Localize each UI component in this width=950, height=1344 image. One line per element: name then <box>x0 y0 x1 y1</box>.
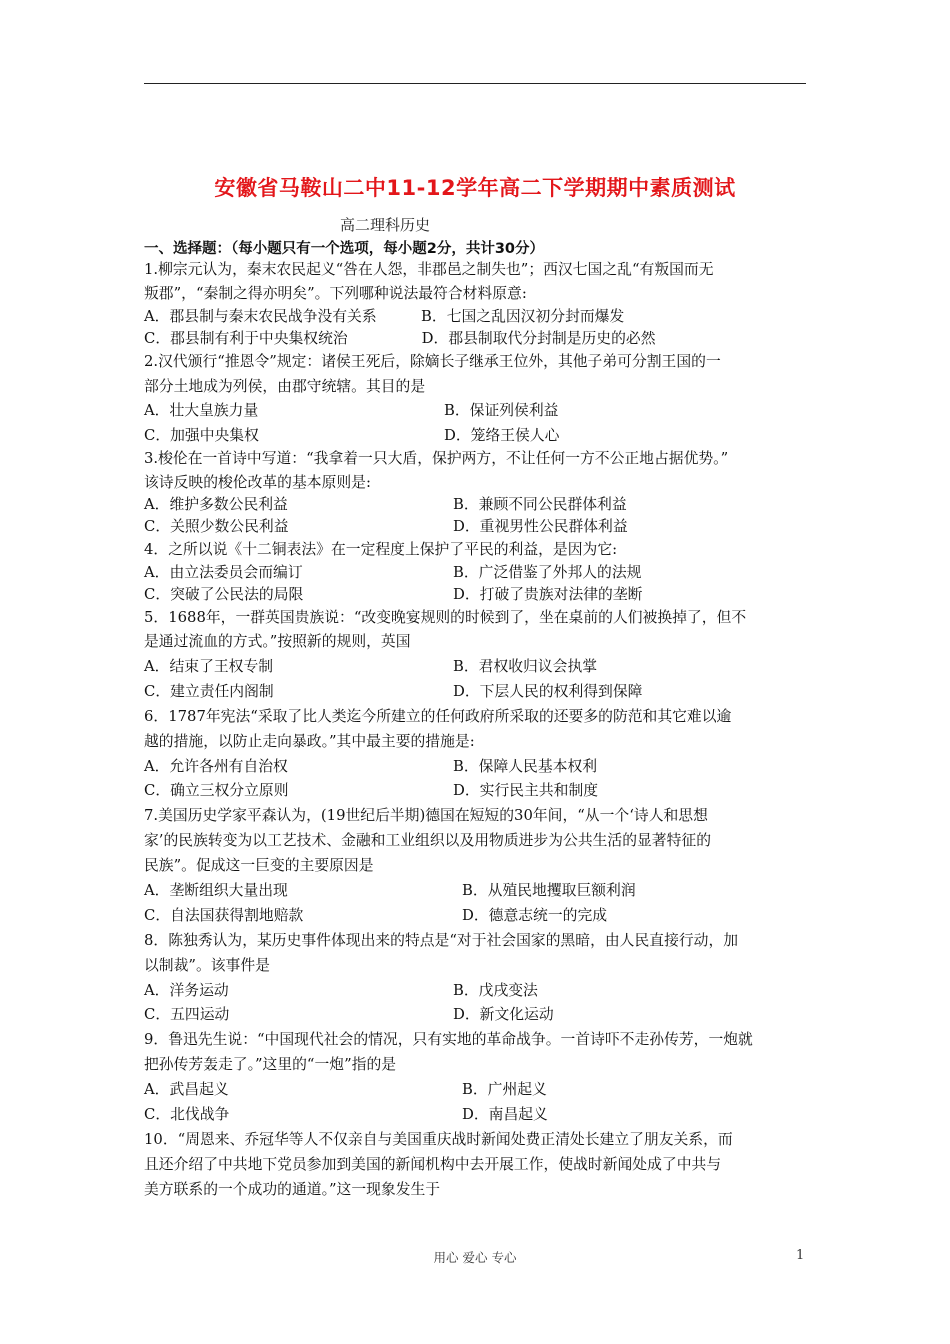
option-a: A．允许各州有自治权 <box>144 758 288 775</box>
option-a: A．垄断组织大量出现 <box>144 882 288 899</box>
option-c: C．五四运动 <box>144 1006 230 1023</box>
text-line: 1.柳宗元认为，秦末农民起义“咎在人怨，非郡邑之制失也”；西汉七国之乱“有叛国而无 <box>144 261 714 278</box>
option-d: D．新文化运动 <box>453 1006 554 1023</box>
header-rule <box>144 83 806 84</box>
text-line: 把孙传芳轰走了。”这里的“一炮”指的是 <box>144 1056 397 1073</box>
text-line: 5．1688年，一群英国贵族说：“改变晚宴规则的时候到了，坐在桌前的人们被换掉了，但不 <box>144 609 747 626</box>
option-d: D．下层人民的权利得到保障 <box>453 683 643 700</box>
text-line: 该诗反映的梭伦改革的基本原则是: <box>144 474 371 491</box>
option-d: D．实行民主共和制度 <box>453 782 599 799</box>
option-b: B．戊戌变法 <box>453 982 538 999</box>
option-c: C．突破了公民法的局限 <box>144 586 304 603</box>
text-line: 2.汉代颁行“推恩令”规定：诸侯王死后，除嫡长子继承王位外，其他子弟可分割王国的一 <box>144 353 721 370</box>
option-d: D．南昌起义 <box>462 1106 548 1123</box>
text-line: 叛郡”，“秦制之得亦明矣”。下列哪种说法最符合材料原意: <box>144 285 527 302</box>
text-line: 3.梭伦在一首诗中写道：“我拿着一只大盾，保护两方，不让任何一方不公正地占据优势。” <box>144 450 729 467</box>
option-c: C．建立责任内阁制 <box>144 683 274 700</box>
page-number: 1 <box>796 1248 805 1263</box>
option-d: D．德意志统一的完成 <box>462 907 608 924</box>
option-b: B．君权收归议会执掌 <box>453 658 598 675</box>
option-a: A．结束了王权专制 <box>144 658 274 675</box>
text-line: 以制裁”。该事件是 <box>144 957 270 974</box>
text-line: 部分土地成为列侯，由郡守统辖。其目的是 <box>144 378 426 395</box>
option-d: D．打破了贵族对法律的垄断 <box>453 586 643 603</box>
option-b: B．广泛借鉴了外邦人的法规 <box>453 564 642 581</box>
option-line: A．郡县制与秦末农民战争没有关系 B．七国之乱因汉初分封而爆发 <box>144 308 625 325</box>
option-b: B．保障人民基本权利 <box>453 758 598 775</box>
option-b: B．保证列侯利益 <box>444 402 559 419</box>
option-a: A．由立法委员会而编订 <box>144 564 303 581</box>
option-b: B．广州起义 <box>462 1081 547 1098</box>
option-c: C．关照少数公民利益 <box>144 518 289 535</box>
option-c: C．确立三权分立原则 <box>144 782 289 799</box>
option-b: B．兼顾不同公民群体利益 <box>453 496 627 513</box>
option-c: C．自法国获得割地赔款 <box>144 907 304 924</box>
text-line: 且还介绍了中共地下党员参加到美国的新闻机构中去开展工作，使战时新闻处成了中共与 <box>144 1156 722 1173</box>
text-line: 美方联系的一个成功的通道。”这一现象发生于 <box>144 1181 441 1198</box>
document-title: 安徽省马鞍山二中11-12学年高二下学期期中素质测试 <box>214 176 736 200</box>
option-line: C．郡县制有利于中央集权统治 D．郡县制取代分封制是历史的必然 <box>144 330 656 347</box>
section-heading: 一、选择题：（每小题只有一个选项，每小题2分，共计30分） <box>144 241 545 257</box>
text-line: 7.美国历史学家平森认为，(19世纪后半期)德国在短短的30年间，“从一个‘诗人和思想 <box>144 807 708 824</box>
text-line: 6．1787年宪法“采取了比人类迄今所建立的任何政府所采取的还要多的防范和其它难以逾 <box>144 708 732 725</box>
text-line: 是通过流血的方式。”按照新的规则，英国 <box>144 633 411 650</box>
option-a: A．武昌起义 <box>144 1081 229 1098</box>
option-c: C．加强中央集权 <box>144 427 259 444</box>
text-line: 民族”。促成这一巨变的主要原因是 <box>144 857 374 874</box>
option-a: A．洋务运动 <box>144 982 229 999</box>
text-line: 越的措施，以防止走向暴政。”其中最主要的措施是: <box>144 733 475 750</box>
option-b: B．从殖民地攫取巨额利润 <box>462 882 636 899</box>
option-d: D．重视男性公民群体利益 <box>453 518 628 535</box>
text-line: 9．鲁迅先生说：“中国现代社会的情况，只有实地的革命战争。一首诗吓不走孙传芳，一炮就 <box>144 1031 753 1048</box>
option-a: A．维护多数公民利益 <box>144 496 288 513</box>
text-line: 8．陈独秀认为，某历史事件体现出来的特点是“对于社会国家的黑暗，由人民直接行动，加 <box>144 932 739 949</box>
option-d: D．笼络王侯人心 <box>444 427 560 444</box>
option-a: A．壮大皇族力量 <box>144 402 259 419</box>
text-line: 10．“周恩来、乔冠华等人不仅亲自与美国重庆战时新闻处费正清处长建立了朋友关系，而 <box>144 1131 733 1148</box>
page-footer: 用心 爱心 专心 <box>433 1250 517 1265</box>
text-line: 家’的民族转变为以工艺技术、金融和工业组织以及用物质进步为公共生活的显著特征的 <box>144 832 711 849</box>
option-c: C．北伐战争 <box>144 1106 230 1123</box>
document-subtitle: 高二理科历史 <box>340 216 431 234</box>
text-line: 4．之所以说《十二铜表法》在一定程度上保护了平民的利益，是因为它: <box>144 541 618 558</box>
